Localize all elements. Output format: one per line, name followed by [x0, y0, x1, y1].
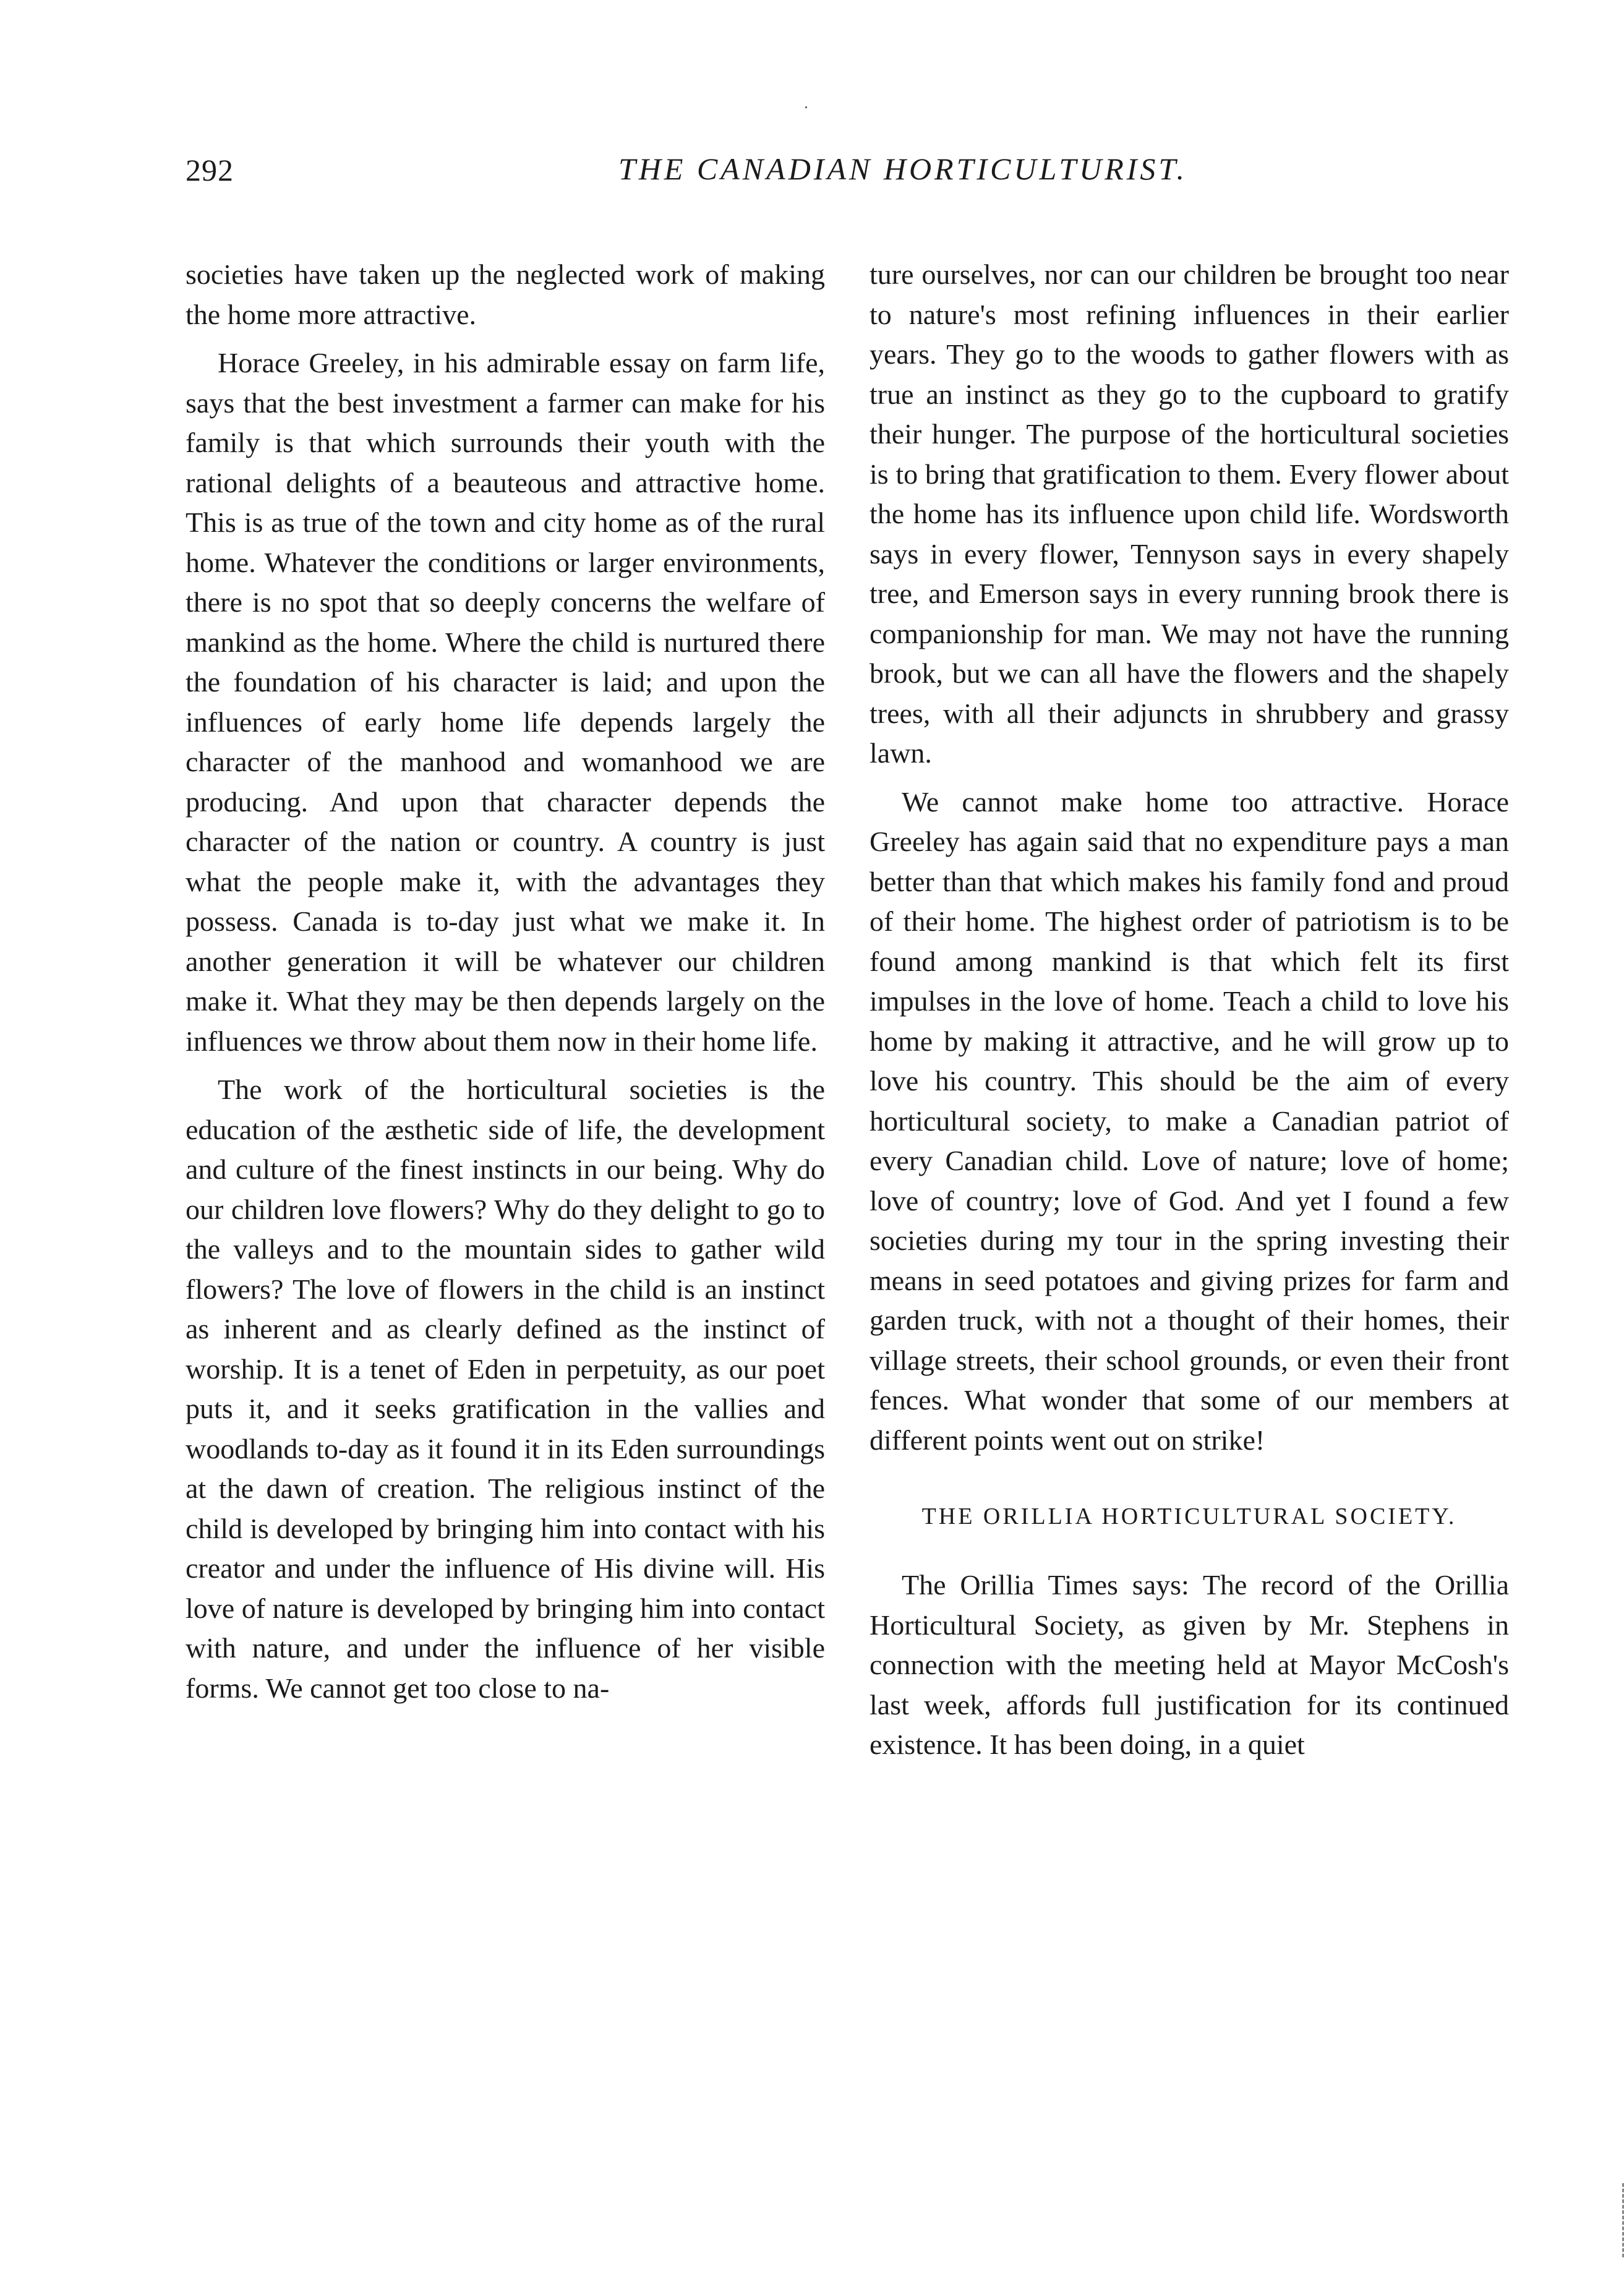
scan-speck [805, 106, 807, 108]
page-number: 292 [186, 153, 234, 187]
left-column [186, 255, 825, 1708]
section-heading: THE ORILLIA HORTICULTURAL SOCIETY. [921, 1503, 1457, 1529]
right-paragraph-3: The Orillia Times says: The record of the Orillia Horticultural Society, as given by Mr. Stephens in connection with the meeting held at Mayor McCosh's last week, affords full justification for its continued existence. It has been doing, in a quiet [870, 1569, 1509, 1760]
running-head: THE CANADIAN HORTICULTURIST. [618, 152, 1188, 186]
left-paragraph-2: Horace Greeley, in his admirable essay on farm life, says that the best investment a farmer can make for his family is that which surrounds their youth with the rational delights of a beauteous and attractive home. This is as true of the town and city home as of the rural home. Whatever the conditions or larger environments, there is no spot that so deeply concerns the welfare of mankind as the home. Where the child is nurtured there the foundation of his character is laid; and upon the influences of early home life depends largely the character of the manhood and womanhood we are producing. And upon that character depends the character of the nation or country. A country is just what the people make it, with the advantages they possess. Canada is to-day just what we make it. In another generation it will be whatever our children make it. What they may be then depends largely on the influences we throw about them now in their home life. [186, 347, 825, 1057]
right-column [870, 255, 1509, 1765]
left-paragraph-1: societies have taken up the neglected work of making the home more attractive. [186, 259, 825, 330]
right-paragraph-1: ture ourselves, nor can our children be brought too near to nature's most refining influences in their earlier years. They go to the woods to gather flowers with as true an instinct as they go to the cupboard to gratify their hunger. The purpose of the horticultural societies is to bring that gratification to them. Every flower about the home has its influence upon child life. Wordsworth says in every flower, Tennyson says in every shapely tree, and Emerson says in every running brook there is companionship for man. We may not have the running brook, but we can all have the flowers and the shapely trees, with all their adjuncts in shrubbery and grassy lawn. [870, 259, 1509, 769]
left-paragraph-3: The work of the horticultural societies is the education of the æsthetic side of life, the development and culture of the finest instincts in our being. Why do our children love flowers? Why do they delight to go to the valleys and to the mountain sides to gather wild flowers? The love of flowers in the child is an instinct as inherent and as clearly defined as the instinct of worship. It is a tenet of Eden in perpetuity, as our poet puts it, and it seeks gratification in the vallies and woodlands to-day as it found it in its Eden surroundings at the dawn of creation. The religious instinct of the child is developed by bringing him into contact with his creator and under the influence of His divine will. His love of nature is developed by bringing him into contact with nature, and under the influence of her visible forms. We cannot get too close to na- [186, 1074, 825, 1704]
scan-edge-marks [1618, 2183, 1624, 2257]
right-paragraph-2: We cannot make home too attractive. Horace Greeley has again said that no expenditure pays a man better than that which makes his family fond and proud of their home. The highest order of patriotism is to be found among mankind is that which felt its first impulses in the love of home. Teach a child to love his home by making it attractive, and he will grow up to love his country. This should be the aim of every horticultural society, to make a Canadian patriot of every Canadian child. Love of nature; love of home; love of country; love of God. And yet I found a few societies during my tour in the spring investing their means in seed potatoes and giving prizes for farm and garden truck, with not a thought of their homes, their village streets, their school grounds, or even their front fences. What wonder that some of our members at different points went out on strike! [870, 785, 1509, 1456]
